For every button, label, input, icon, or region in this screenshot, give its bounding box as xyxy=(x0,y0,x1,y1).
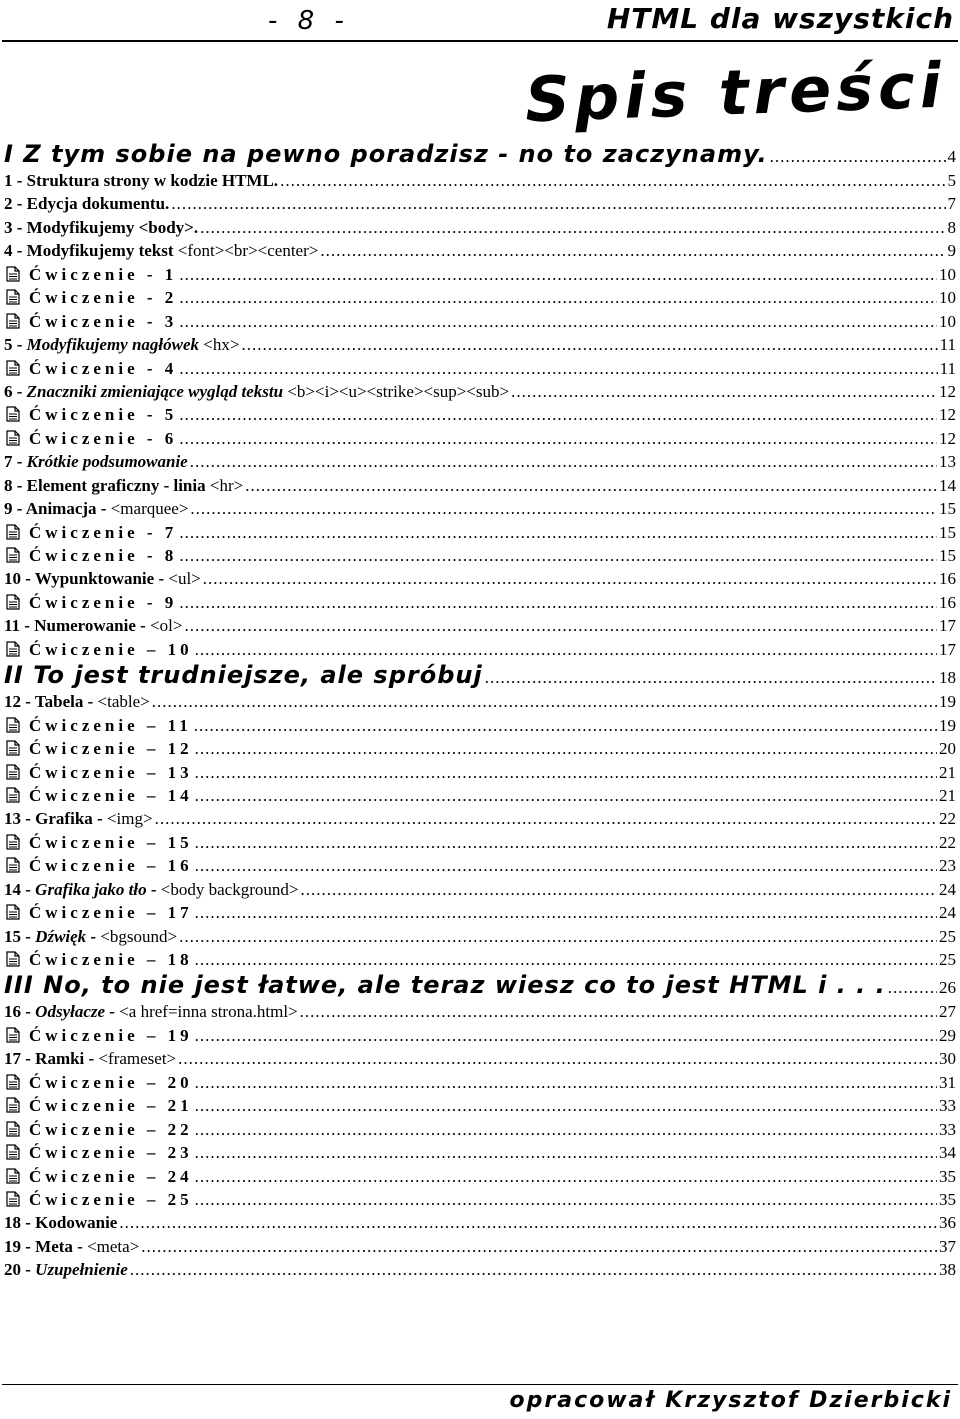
chapter-title-part: <ol> xyxy=(150,616,183,636)
chapter-title-part: 13 - Grafika - xyxy=(4,809,107,829)
toc-entry-text xyxy=(4,591,177,614)
dot-leader xyxy=(195,1141,937,1164)
toc-page-number: 25 xyxy=(939,926,956,946)
toc-page-number: 19 xyxy=(939,692,956,712)
page-number: - 8 - xyxy=(268,6,350,36)
chapter-title-part: 14 - xyxy=(4,879,36,899)
dot-leader xyxy=(241,333,937,356)
exercise-label: Ćwiczenie – 21 xyxy=(29,1096,193,1116)
toc-chapter xyxy=(4,474,956,497)
toc-entry-text: III No, to nie jest łatwe, ale teraz wiesz co to jest HTML i . . . xyxy=(4,971,886,1000)
toc-page-number: 15 xyxy=(939,499,956,519)
toc-page-number: 13 xyxy=(939,452,956,472)
toc-page-number: 17 xyxy=(939,616,956,636)
dot-leader xyxy=(178,1047,937,1070)
toc-entry-text xyxy=(4,831,193,854)
toc-page-number: 21 xyxy=(939,785,956,805)
toc-chapter xyxy=(4,878,956,901)
toc-entry-text xyxy=(4,737,193,760)
chapter-title-part: Modyfikujemy nagłówek xyxy=(26,335,200,355)
dot-leader xyxy=(485,663,937,692)
document-icon xyxy=(6,856,20,872)
toc-chapter xyxy=(4,192,956,215)
dot-leader xyxy=(195,1118,937,1141)
chapter-title-part: Dźwięk xyxy=(35,926,87,946)
toc-entry-text xyxy=(4,497,188,520)
exercise-label: Ćwiczenie – 24 xyxy=(29,1166,193,1186)
toc-entry-text xyxy=(4,614,182,637)
toc-page-number: 15 xyxy=(939,522,956,542)
chapter-title-part: <body background> xyxy=(160,879,299,899)
toc-entry-text xyxy=(4,714,192,737)
chapter-title-part: <a href=inna strona.html> xyxy=(119,1002,298,1022)
dot-leader xyxy=(200,216,945,239)
toc-entry-text xyxy=(4,761,193,784)
toc-exercise xyxy=(4,1071,956,1094)
toc-entry-text xyxy=(4,216,198,239)
toc-chapter xyxy=(4,1211,956,1234)
exercise-label: Ćwiczenie - 1 xyxy=(29,264,178,284)
dot-leader xyxy=(194,714,937,737)
toc-exercise xyxy=(4,357,956,380)
chapter-title-part: 1 - Struktura strony w kodzie HTML. xyxy=(4,171,279,190)
exercise-label: Ćwiczenie – 25 xyxy=(29,1189,193,1209)
toc-entry-text xyxy=(4,357,177,380)
document-icon xyxy=(6,359,20,375)
exercise-label: Ćwiczenie – 13 xyxy=(29,762,193,782)
document-icon xyxy=(6,546,20,562)
toc-page-number: 33 xyxy=(939,1096,956,1116)
exercise-label: Ćwiczenie – 19 xyxy=(29,1025,193,1045)
toc-entry-text xyxy=(4,310,177,333)
exercise-label: Ćwiczenie – 14 xyxy=(29,785,193,805)
dot-leader xyxy=(195,737,937,760)
chapter-title-part: <img> xyxy=(106,809,153,829)
toc-entry-text xyxy=(4,638,193,661)
toc-exercise xyxy=(4,638,956,661)
toc-entry-text xyxy=(4,192,169,215)
dot-leader xyxy=(195,901,937,924)
toc-page-number: 10 xyxy=(939,264,956,284)
toc-page-number: 16 xyxy=(939,592,956,612)
toc-page-number: 29 xyxy=(939,1025,956,1045)
toc-exercise xyxy=(4,286,956,309)
toc-exercise xyxy=(4,1141,956,1164)
chapter-title-part: <meta> xyxy=(87,1236,140,1256)
toc-page-number: 7 xyxy=(947,194,956,214)
toc-exercise xyxy=(4,1165,956,1188)
toc-entry-text xyxy=(4,544,177,567)
toc-entry-text xyxy=(4,263,177,286)
dot-leader xyxy=(203,567,937,590)
dot-leader xyxy=(245,474,937,497)
toc-entry-text xyxy=(4,1188,193,1211)
chapter-title-part: 2 - Edycja dokumentu. xyxy=(4,194,170,214)
toc-entry-text xyxy=(4,333,239,356)
document-icon xyxy=(6,593,20,609)
document-icon xyxy=(6,1096,20,1112)
toc-exercise xyxy=(4,737,956,760)
chapter-title-part: - xyxy=(146,879,161,899)
toc-entry-text xyxy=(4,854,193,877)
toc-entry-text xyxy=(4,784,193,807)
dot-leader xyxy=(179,544,937,567)
toc-page-number: 30 xyxy=(939,1049,956,1069)
toc-exercise xyxy=(4,761,956,784)
toc-chapter xyxy=(4,216,956,239)
toc-page-number: 10 xyxy=(939,288,956,308)
toc-exercise xyxy=(4,831,956,854)
exercise-label: Ćwiczenie – 17 xyxy=(29,903,193,923)
dot-leader xyxy=(195,761,937,784)
exercise-label: Ćwiczenie – 20 xyxy=(29,1072,193,1092)
toc-chapter xyxy=(4,333,956,356)
toc-page-number: 4 xyxy=(947,147,956,166)
toc-entry-text xyxy=(4,521,177,544)
chapter-title-part: 16 - xyxy=(4,1002,36,1022)
document-icon xyxy=(6,265,20,281)
dot-leader xyxy=(195,1165,937,1188)
dot-leader xyxy=(179,286,937,309)
toc-exercise xyxy=(4,1188,956,1211)
table-of-contents xyxy=(4,140,956,1282)
chapter-title-part: 12 - Tabela - xyxy=(4,692,98,712)
toc-entry-text xyxy=(4,403,177,426)
toc-entry-text: II To jest trudniejsze, ale spróbuj xyxy=(4,661,483,690)
dot-leader xyxy=(195,1094,937,1117)
chapter-title-part: <marquee> xyxy=(110,499,189,519)
dot-leader xyxy=(119,1211,937,1234)
document-icon xyxy=(6,786,20,802)
document-icon xyxy=(6,1190,20,1206)
toc-entry-text xyxy=(4,1024,193,1047)
chapter-title-part: <table> xyxy=(97,692,150,712)
exercise-label: Ćwiczenie - 2 xyxy=(29,288,178,308)
exercise-label: Ćwiczenie – 12 xyxy=(29,739,193,759)
toc-page-number: 5 xyxy=(947,171,956,190)
toc-page-number: 34 xyxy=(939,1143,956,1163)
dot-leader xyxy=(179,521,937,544)
dot-leader xyxy=(179,357,937,380)
dot-leader xyxy=(195,831,937,854)
exercise-label: Ćwiczenie – 10 xyxy=(29,639,193,659)
toc-page-number: 12 xyxy=(939,405,956,425)
exercise-label: Ćwiczenie - 4 xyxy=(29,358,178,378)
dot-leader xyxy=(190,497,937,520)
chapter-title-part: Uzupełnienie xyxy=(35,1260,128,1280)
toc-entry-text xyxy=(4,567,201,590)
dot-leader xyxy=(155,807,937,830)
toc-exercise xyxy=(4,427,956,450)
chapter-title-part: 9 - Animacja - xyxy=(4,499,111,519)
exercise-label: Ćwiczenie – 16 xyxy=(29,856,193,876)
toc-chapter xyxy=(4,690,956,713)
chapter-title-part: Krótkie podsumowanie xyxy=(26,452,188,472)
toc-entry-text xyxy=(4,1211,117,1234)
dot-leader xyxy=(130,1258,937,1281)
header-rule xyxy=(2,40,958,42)
document-icon xyxy=(6,716,20,732)
chapter-title-part: <bgsound> xyxy=(100,926,178,946)
toc-page-number: 33 xyxy=(939,1119,956,1139)
chapter-title-part: 10 - Wypunktowanie - xyxy=(4,569,169,589)
toc-page-number: 35 xyxy=(939,1189,956,1209)
toc-page-number: 35 xyxy=(939,1166,956,1186)
toc-entry-text xyxy=(4,948,193,971)
toc-chapter xyxy=(4,450,956,473)
dot-leader xyxy=(179,591,937,614)
toc-exercise xyxy=(4,784,956,807)
toc-exercise xyxy=(4,521,956,544)
toc-part xyxy=(4,140,956,169)
toc-page-number: 8 xyxy=(947,217,956,237)
document-icon xyxy=(6,1167,20,1183)
toc-entry-text xyxy=(4,1141,193,1164)
toc-page-number: 22 xyxy=(939,809,956,829)
chapter-title-part: <b><i><u><strike><sup><sub> xyxy=(283,381,510,401)
chapter-title-part: 15 - xyxy=(4,926,36,946)
dot-leader xyxy=(195,948,937,971)
chapter-title-part: 18 - Kodowanie xyxy=(4,1213,118,1233)
chapter-title-part: 20 - xyxy=(4,1260,36,1280)
toc-chapter xyxy=(4,169,956,192)
dot-leader xyxy=(888,973,937,1002)
toc-exercise xyxy=(4,854,956,877)
toc-entry-text xyxy=(4,1118,193,1141)
chapter-title-part: 5 - xyxy=(4,335,27,355)
document-icon xyxy=(6,640,20,656)
toc-page-number: 12 xyxy=(939,381,956,401)
toc-part xyxy=(4,971,956,1000)
toc-entry-text xyxy=(4,807,153,830)
toc-part xyxy=(4,661,956,690)
document-icon xyxy=(6,405,20,421)
dot-leader xyxy=(152,690,937,713)
dot-leader xyxy=(770,142,946,171)
toc-page-number: 22 xyxy=(939,832,956,852)
chapter-title-part: 3 - Modyfikujemy <body>. xyxy=(4,217,199,237)
exercise-label: Ćwiczenie - 6 xyxy=(29,428,178,448)
toc-entry-text xyxy=(4,286,177,309)
chapter-title-part: 4 - Modyfikujemy tekst xyxy=(4,241,178,261)
toc-entry-text xyxy=(4,690,150,713)
toc-chapter xyxy=(4,925,956,948)
toc-entry-text xyxy=(4,1000,298,1023)
chapter-title-part: 6 - xyxy=(4,381,27,401)
dot-leader xyxy=(141,1235,937,1258)
document-icon xyxy=(6,833,20,849)
toc-exercise xyxy=(4,403,956,426)
exercise-label: Ćwiczenie - 7 xyxy=(29,522,178,542)
dot-leader xyxy=(300,1000,937,1023)
chapter-title-part: 8 - Element graficzny - linia xyxy=(4,475,210,495)
footer-author: opracował Krzysztof Dzierbicki xyxy=(509,1388,952,1413)
chapter-title-part: 11 - Numerowanie - xyxy=(4,616,151,636)
exercise-label: Ćwiczenie - 5 xyxy=(29,405,178,425)
toc-page-number: 11 xyxy=(939,335,956,355)
toc-page-number: 24 xyxy=(939,879,956,899)
dot-leader xyxy=(184,614,937,637)
chapter-title-part: <hr> xyxy=(209,475,244,495)
dot-leader xyxy=(195,638,937,661)
chapter-title-part: Grafika jako tło xyxy=(35,879,147,899)
exercise-label: Ćwiczenie - 8 xyxy=(29,546,178,565)
toc-chapter xyxy=(4,380,956,403)
dot-leader xyxy=(195,1188,937,1211)
dot-leader xyxy=(511,380,937,403)
page-title: Spis treści xyxy=(523,48,948,137)
dot-leader xyxy=(195,1071,937,1094)
chapter-title-part: <frameset> xyxy=(98,1049,177,1069)
toc-page-number: 37 xyxy=(939,1236,956,1256)
toc-page-number: 18 xyxy=(939,668,956,688)
toc-entry-text xyxy=(4,169,278,192)
toc-entry-text xyxy=(4,1165,193,1188)
exercise-label: Ćwiczenie – 15 xyxy=(29,832,193,852)
toc-exercise xyxy=(4,544,956,567)
toc-entry-text xyxy=(4,474,243,497)
document-icon xyxy=(6,1073,20,1089)
chapter-title-part: 7 - xyxy=(4,452,27,472)
toc-exercise xyxy=(4,1024,956,1047)
dot-leader xyxy=(195,1024,937,1047)
book-title: HTML dla wszystkich xyxy=(606,2,954,35)
toc-page-number: 9 xyxy=(947,241,956,261)
dot-leader xyxy=(300,878,937,901)
toc-page-number: 11 xyxy=(939,358,956,378)
toc-chapter xyxy=(4,567,956,590)
chapter-title-part: Znaczniki zmieniające wygląd tekstu xyxy=(26,381,284,401)
dot-leader xyxy=(280,169,945,192)
exercise-label: Ćwiczenie - 3 xyxy=(29,311,178,331)
document-icon xyxy=(6,288,20,304)
exercise-label: Ćwiczenie – 18 xyxy=(29,950,193,969)
toc-entry-text: I Z tym sobie na pewno poradzisz - no to zaczynamy. xyxy=(4,140,768,168)
toc-exercise xyxy=(4,591,956,614)
toc-entry-text xyxy=(4,1258,128,1281)
toc-exercise xyxy=(4,901,956,924)
toc-page-number: 21 xyxy=(939,762,956,782)
document-icon xyxy=(6,1120,20,1136)
toc-page-number: 24 xyxy=(939,903,956,923)
dot-leader xyxy=(179,427,937,450)
footer-rule xyxy=(2,1384,958,1385)
toc-page-number: 23 xyxy=(939,856,956,876)
chapter-title-part: 19 - Meta - xyxy=(4,1236,88,1256)
chapter-title-part: 17 - Ramki - xyxy=(4,1049,99,1069)
document-icon xyxy=(6,429,20,445)
dot-leader xyxy=(320,239,945,262)
document-icon xyxy=(6,903,20,919)
toc-entry-text xyxy=(4,380,509,403)
chapter-title-part: <hx> xyxy=(199,335,240,355)
exercise-label: Ćwiczenie - 9 xyxy=(29,592,178,612)
dot-leader xyxy=(190,450,937,473)
toc-chapter xyxy=(4,1258,956,1281)
toc-entry-text xyxy=(4,878,298,901)
toc-page-number: 19 xyxy=(939,715,956,735)
exercise-label: Ćwiczenie – 22 xyxy=(29,1119,193,1139)
toc-exercise xyxy=(4,948,956,971)
toc-chapter xyxy=(4,1047,956,1070)
toc-entry-text xyxy=(4,901,193,924)
toc-entry-text xyxy=(4,450,188,473)
toc-entry-text xyxy=(4,925,177,948)
toc-page-number: 12 xyxy=(939,428,956,448)
document-icon xyxy=(6,1026,20,1042)
toc-page-number: 25 xyxy=(939,950,956,969)
toc-entry-text xyxy=(4,1071,193,1094)
toc-page-number: 15 xyxy=(939,546,956,565)
chapter-title-part: <font><br><center> xyxy=(177,241,319,261)
toc-exercise xyxy=(4,1094,956,1117)
document-icon xyxy=(6,950,20,966)
exercise-label: Ćwiczenie – 11 xyxy=(29,715,192,735)
toc-page-number: 27 xyxy=(939,1002,956,1022)
toc-entry-text xyxy=(4,1235,139,1258)
dot-leader xyxy=(179,925,937,948)
chapter-title-part: <ul> xyxy=(168,569,201,589)
dot-leader xyxy=(195,784,937,807)
toc-chapter xyxy=(4,239,956,262)
toc-page-number: 10 xyxy=(939,311,956,331)
document-icon xyxy=(6,312,20,328)
toc-exercise xyxy=(4,263,956,286)
toc-page-number: 14 xyxy=(939,475,956,495)
toc-page-number: 26 xyxy=(939,978,956,998)
document-icon xyxy=(6,739,20,755)
toc-page-number: 16 xyxy=(939,569,956,589)
toc-page-number: 17 xyxy=(939,639,956,659)
toc-page-number: 38 xyxy=(939,1260,956,1280)
toc-exercise xyxy=(4,310,956,333)
document-icon xyxy=(6,523,20,539)
dot-leader xyxy=(179,310,937,333)
toc-entry-text xyxy=(4,1047,176,1070)
toc-chapter xyxy=(4,497,956,520)
toc-page-number: 20 xyxy=(939,739,956,759)
document-icon xyxy=(6,1143,20,1159)
toc-exercise xyxy=(4,714,956,737)
toc-chapter xyxy=(4,1000,956,1023)
dot-leader xyxy=(171,192,945,215)
toc-chapter xyxy=(4,807,956,830)
toc-chapter xyxy=(4,1235,956,1258)
chapter-title-part: Odsyłacze xyxy=(35,1002,106,1022)
toc-entry-text xyxy=(4,427,177,450)
dot-leader xyxy=(195,854,937,877)
toc-entry-text xyxy=(4,239,318,262)
toc-entry-text xyxy=(4,1094,193,1117)
chapter-title-part: - xyxy=(86,926,101,946)
dot-leader xyxy=(179,263,937,286)
toc-page-number: 36 xyxy=(939,1213,956,1233)
document-icon xyxy=(6,763,20,779)
chapter-title-part: - xyxy=(105,1002,120,1022)
toc-page-number: 31 xyxy=(939,1072,956,1092)
toc-exercise xyxy=(4,1118,956,1141)
toc-chapter xyxy=(4,614,956,637)
dot-leader xyxy=(179,403,937,426)
exercise-label: Ćwiczenie – 23 xyxy=(29,1143,193,1163)
